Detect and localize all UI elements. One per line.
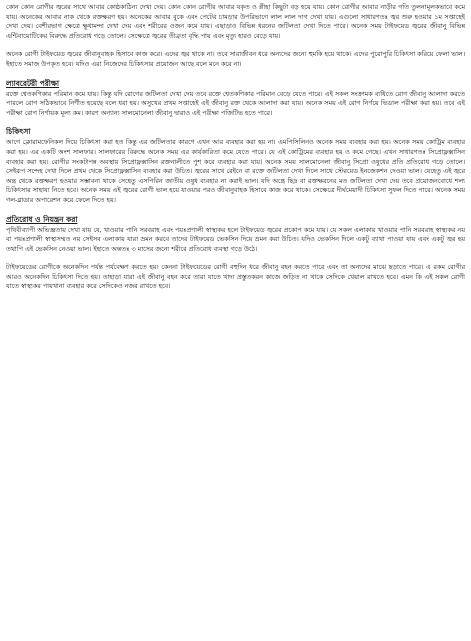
paragraph-carriers: অনেক রোগী টাইফয়েড জ্বরের জীবানুবাহক হিসাবে কাজ করে। এদের জ্বর থাকে না। তবে সারাজীবন ধরে অন্যদের জন্যে হুমকি হয়ে থাকে। এদের পুরোপুরি চিকিৎসা করিয়ে ফেলা ভাল। ইহাতে সমাজ উপকৃত হবে। যদিও এরা নিজেদের চিকিৎসার প্রয়োজন আছে বলে মনে করে না। (6, 50, 465, 68)
paragraph-laboratory-test: রক্তে শ্বেতকণিকার পরিমান কমে যায়। কিন্তু যদি রোগের জটিলতা দেখা দেয় তবে রক্তে শ্বেতকণিকার পরিমান বেড়ে যেতে পারে। এই সকল সংক্রামক ব্যধিতে রোগ জীবানু আলাদা করতে পারলে রোগ সঠিকভাবে নির্ণীত হয়েছে বলে ধরা হয়। অসুখের প্রথম সপ্তাহেই এই জীবানু রক্ত থেকে আলাদা করা যায়। অনেক সময় এই রোগ নির্ণয়ে ভিডাল পরীক্ষা করা হয়। তবে এই পরীক্ষা রোগ নির্ণায়ক মূল্য কম। কারণ অন্যান্য সালমোনেলা জীবানু দ্বারাও এই পরীক্ষা পজিটিভ হতে পারে। (6, 89, 465, 117)
paragraph-monitoring: টাইফয়েডের রোগীকে অনেকদিন পর্যন্ত পর্যবেক্ষণ করতে হয়। কেননা টাইফয়েডের রোগী বহুদিন ধরে জীবানু বহন করতে পারে এবং তা অন্যদের মাঝে ছড়াতে পারে। এ রকম রোগীর আরও অনেকদিন চিকিৎসা দিতে হয়। তাহাড়া যারা এই জীবানু বহন করে তারা যাতে খাদ্য প্রস্তুতকরন কাজে জড়িত না থাকে সেদিকে খেয়াল রাখতে হবে। এমন কি এই সকল রোগী যাতে স্বাস্থ্যকর পায়খানা ব্যবহার করে সেদিকেও নজর রাখতে হবে। (6, 263, 465, 291)
paragraph-symptoms: কোন কোন রোগীর জ্বরের সাথে আবার কোষ্ঠকাঠিন্য দেখা দেয়। কোন কোন রোগীর আবার যকৃত ও প্লীহা কিছুটা বড় হয়ে যায়। কোন রোগীর আবার নাড়ীর গতি তুলনামূলকভাবে কমে যায়। অনেকের আবার নাক থেকে রক্তক্ষরণ হয়। অনেকের আবার বুকে এবং পেটের চামড়ার উপরিভাগে লাল লাল দাগ দেখা যায়। এগুলো সাধারণতঃ জ্বর শুরু হওয়ার ১ম সপ্তাহেই দেখা দেয়। বেশীরভাগ ক্ষেত্রে ক্ষুধামন্দা দেখা দেয় এবং শরীরের ওজন কমে যায়। এছাড়াও বিভিন্ন ধরনের জটিলতা দেখা দিতে পারে। অনেক সময় টাইফয়েড জ্বরের জীবানু বিভিন্ন এন্টিবায়োটিকের বিরুদ্ধে প্রতিরোধ গড়ে তোলে। সেক্ষেত্রে জ্বরের তীব্রতা বৃদ্ধি পায় এবং মৃত্যু হারও বেড়ে যায়। (6, 3, 465, 40)
heading-prevention-control: প্রতিরোধ ও নিয়ন্ত্রন করা (6, 214, 78, 224)
heading-laboratory-test: ল্যাবরেটরী পরীক্ষা (6, 78, 60, 88)
heading-treatment: চিকিৎসা (6, 127, 31, 137)
paragraph-treatment: আগে ক্লোরামফেনিকল দিয়ে চিকিৎসা করা হত কিন্তু এর জটিলতার কারণে এখন আর ব্যবহার করা হয় না। এমপিসিলিনও অনেক সময় ব্যবহার করা হয়। অনেক সময় কোট্রিম ব্যবহার করা হয়। এর একটি অংশ সালফার। সালফারের বিরুদ্ধে অনেক সময় এর কার্যকারিতা কমে যেতে পারে। যে এই কোট্রিমের ব্যবহার হয় ও কমে গেছে। এখন সাধারণতঃ সিপ্রোফ্লক্সাসিন ব্যবহার করা হয়। রোগীর সংকটাপন্ন অবস্থায় সিপ্রোফ্লক্সাসিন রক্তনালীতে পুশ করে ব্যবহার করা যায়। অনেক সময় সালমোনেলা জীবানু সিপ্রো ওষুধের প্রতি প্রতিরোধ গড়ে তোলে। সেইরূপ সন্দেহ দেখা দিলে প্রথম থেকে সিপ্রোফ্লক্সাসিন ব্যবহার করা উচিত। জ্বরের সাথে রেইনে বা রক্তে জটিলতা দেখা দিলে সাথে স্টেরয়েড ইনজেকশন দেওয়া ভাল। যেহেতু এই জ্বরে অন্ত্র থেকে রক্তক্ষরণ হওয়ার সম্ভাবনা থাকে সেহেতু এসপিরিন জাতীয় ওষুধ ব্যবহার না করাই ভাল। যদি অন্ত্রে ছিদ্র বা রক্তক্ষরনের মত জটিলতা দেখা দেয় তবে প্রয়োজনবোধে শল্য চিকিৎসার সাহায্য নিতে হবে। অনেক সময় এই জ্বরের রোগী ভাল হয়ে যাওয়ার পরও জীবানুবাহক হিসাবে কাজ করে থাকে। সেক্ষেত্রে দীর্ঘমেয়াদী চিকিৎসা সুফল দিতে পারে। অনেক সময় গল-ব্লাডার অপারেশন করে ফেলে দিতে হয়। (6, 138, 465, 204)
paragraph-prevention: পৃথিবীব্যাপী অভিজ্ঞতায় দেখা যায় যে, খাওয়ার পানি সরবরাহ এবং পয়ঃপ্রণালী স্বাস্থ্যকর হলে টাইফয়েড জ্বরের প্রকোপ কমে যায়। যে সকল এলাকায় খাওয়ার পানি সরবরাহ স্বাস্থ্যকর নয় বা পয়ঃপ্রণালী স্বাস্থ্যসম্মত নয় সেইসব এলাকায় যারা ভ্রমন করবে তাদের টাইফয়েড ভেকসিন দিয়ে ভ্রমন করা উচিত। যদিও ভেকসিন দিলে একটু ব্যাথা পাওয়া যায় এবং একটু জ্বর হয় তথাপি এই ভেকসিন নেওয়া ভাল। ইহাতে অন্ততঃ ৩ মাসের জন্যে শরীরে প্রতিরোধ ব্যবস্থা গড়ে উঠে। (6, 225, 465, 253)
